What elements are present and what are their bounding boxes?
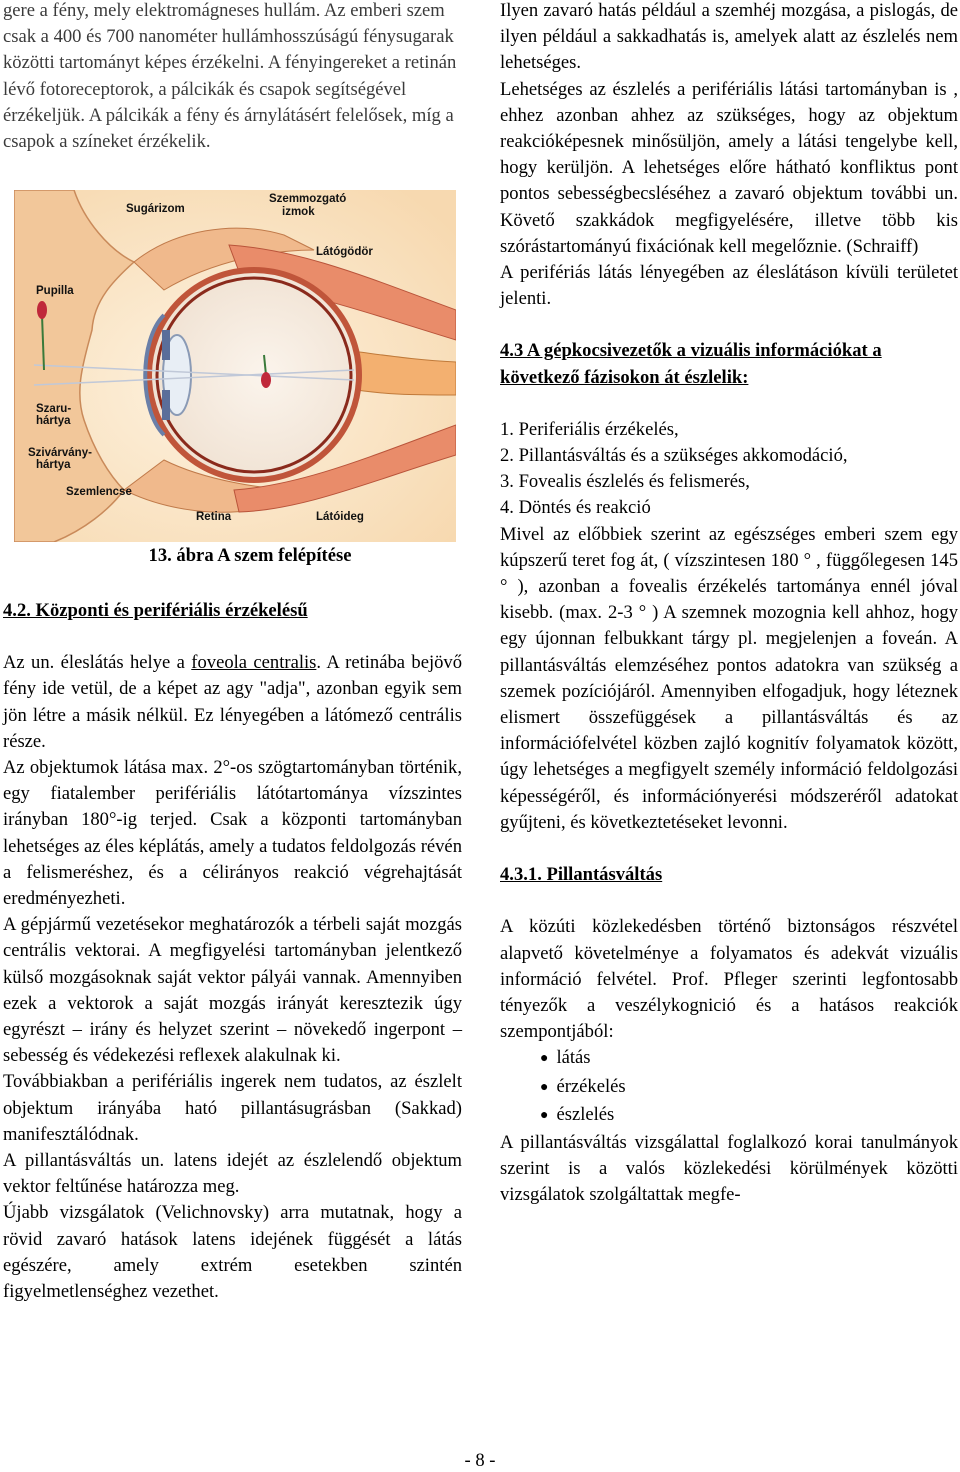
- p1-text-pre: Az un. éleslátás helye a: [3, 652, 192, 674]
- paragraph-perifierialis: Továbbiakban a perifériális ingerek nem tudatos, az észlelt objektum irányába ható pillantásugrásban (Sakkad) manifesztálódnak.: [3, 1071, 462, 1145]
- list-item: 2. Pillantásváltás és a szükséges akkomodáció,: [500, 445, 848, 467]
- bullet-list: [500, 1045, 958, 1130]
- foveola-term: foveola centralis: [191, 652, 317, 674]
- figure-caption: 13. ábra A szem felépítése: [148, 545, 352, 566]
- paragraph-periferialis-eszleles: Lehetséges az észlelés a perifériális látási tartományban is , ehhez azonban ahhez az szükséges, hogy az objektum reakcióképesnek minősüljön, amely a látási tengelybe kell, hogy kerüljön. A lehetséges előre hátható konfliktus pont pontos sebességbecsléséhez a zavaró objektum további un. Követő szakkádok megfigyelésére, illetve több kis szórástartományú fixációnak kell megelőznie. (Schraiff): [500, 78, 958, 257]
- right-column: [500, 0, 958, 1209]
- section-heading-4-3-1: 4.3.1. Pillantásváltás: [500, 864, 663, 886]
- label-sugarizom: Sugárizom: [126, 203, 185, 215]
- p1-text-post: . A retinába bejövő fény ide vetül, de a képet az agy "adja", azonban egyik sem jön létre a másik nélkül. Ez lényegében a látómező centrális része.: [3, 652, 463, 752]
- label-latogodor: Látógödör: [316, 246, 373, 258]
- label-szivarvany-1: Szivárvány-: [28, 447, 92, 459]
- label-szaruharyta-2: hártya: [36, 415, 71, 427]
- section-heading-4-3: 4.3 A gépkocsivezetők a vizuális információkat a következő fázisokon át észlelik:: [500, 340, 882, 388]
- paragraph-gepjarmu: A gépjármű vezetésekor meghatározók a térbeli saját mozgás centrális vektorai. A megfigyelési tartományban jelentkező külső mozgásoknak saját vektor pályái vannak. Amennyiben ezek a vektorok a saját mozgás irányát keresztezik úgy egyrészt – irány és helyzet szerint – növekedő ingerpont – sebesség és védekezési reflexek alakulnak ki.: [3, 914, 462, 1067]
- page-number: - 8 -: [464, 1450, 496, 1471]
- list-item: 3. Fovealis észlelés és felismerés,: [500, 471, 750, 493]
- phase-list: [500, 417, 958, 522]
- paragraph-periferias-latas: A perifériás látás lényegében az éleslátáson kívüli területet jelenti.: [500, 262, 958, 310]
- intro-paragraph: gere a fény, mely elektromágneses hullám. Az emberi szem csak a 400 és 700 nanométer hullámhosszúságú fénysugarak közötti tartományt képes érzékelni. A fényingereket a retinán lévő fotoreceptorok, a pálcikák és csapok segítségével érzékeljük. A pálcikák a fény és árnylátásért felelősek, míg a csapok a színeket érzékelik.: [3, 0, 457, 153]
- label-izmok: izmok: [282, 206, 315, 218]
- paragraph-korai-tanulmanyok: A pillantásváltás vizsgálattal foglalkozó korai tanulmányok szerint is a valós közlekedési körülmények közötti vizsgálatok szolgáltattak megfe-: [500, 1131, 958, 1206]
- label-pupilla: Pupilla: [36, 285, 74, 297]
- left-column-body: [3, 598, 462, 1305]
- label-retina: Retina: [196, 511, 232, 523]
- iris-lower: [162, 390, 170, 420]
- label-szivarvany-2: hártya: [36, 459, 71, 471]
- paragraph-velichnovsky: Újabb vizsgálatok (Velichnovsky) arra mutatnak, hogy a rövid zavaró hatások latens idejének függését a látás egészére, amely extrém esetekben szintén figyelmetlenséghez vezethet.: [3, 1202, 462, 1303]
- paragraph-kupszeru-ter: Mivel az előbbiek szerint az egészséges emberi szem egy kúpszerű teret fog át, ( vízszintesen 180 ° , függőlegesen 145 ° ), azonban a fovealis érzékelés tartománya ennél jóval kisebb. (max. 2-3 ° ) A szemnek mozognia kell ahhoz, hogy egy újonnan felbukkant tárgy pl. megjelenjen a foveán. A pillantásváltás elemzéséhez pontos adatokra van szükség a szemek pozíciójáról. Amennyiben elfogadjuk, hogy léteznek elismert összefüggések a pillantásváltás és az információfelvétel közben zajló kognitív folyamatok között, úgy lehetséges a megfigyelt személy információ feldolgozási képességéről, és információnyerési módszeréről adatokat gyűjteni, és következtetéseket levonni.: [500, 523, 958, 833]
- label-szemlencse: Szemlencse: [66, 486, 132, 498]
- bullet-item: ● látás: [540, 1045, 958, 1073]
- label-szaruharyta-1: Szaru-: [36, 403, 72, 415]
- bullet-item: ● érzékelés: [540, 1074, 958, 1102]
- label-latoideg: Látóideg: [316, 511, 364, 523]
- bullet-item: ● észlelés: [540, 1102, 958, 1130]
- paragraph-objektumok: Az objektumok látása max. 2°-os szögtartományban történik, egy fiatalember perifériális látótartománya vízszintes irányban 180°-ig terjed. Csak a központi tartományban lehetséges az éles képlátás, amely a tudatos feldolgozás révén a felismeréshez, és a célirányos reakció végrehajtását eredményezheti.: [3, 757, 462, 910]
- paragraph-foveola: [3, 650, 462, 755]
- list-item: 4. Döntés és reakció: [500, 497, 651, 519]
- list-item: 1. Periferiális érzékelés,: [500, 418, 679, 440]
- section-heading-4-2: 4.2. Központi és perifériális érzékelésű: [3, 600, 308, 621]
- paragraph-zavaro-hatas: Ilyen zavaró hatás például a szemhéj mozgása, a pislogás, de ilyen például a sakkadhatás is, amelyek alatt az észlelés nem lehetséges.: [500, 0, 958, 74]
- label-szemmozgato: Szemmozgató: [269, 193, 347, 205]
- left-column-top: [3, 0, 462, 155]
- paragraph-kozuti-kozlekedes: A közúti közlekedésben történő biztonságos részvétel alapvető követelménye a folyamatos és adekvát vizuális információ felvétel. Prof. Pfleger szerinti legfontosabb tényezők a veszélykognició és a hatásos reakciók szempontjából:: [500, 916, 958, 1043]
- iris-upper: [162, 330, 170, 360]
- eye-anatomy-figure: [14, 190, 456, 542]
- paragraph-latens: A pillantásváltás un. latens idejét az észlelendő objektum vektor feltűnése határozza meg.: [3, 1150, 462, 1198]
